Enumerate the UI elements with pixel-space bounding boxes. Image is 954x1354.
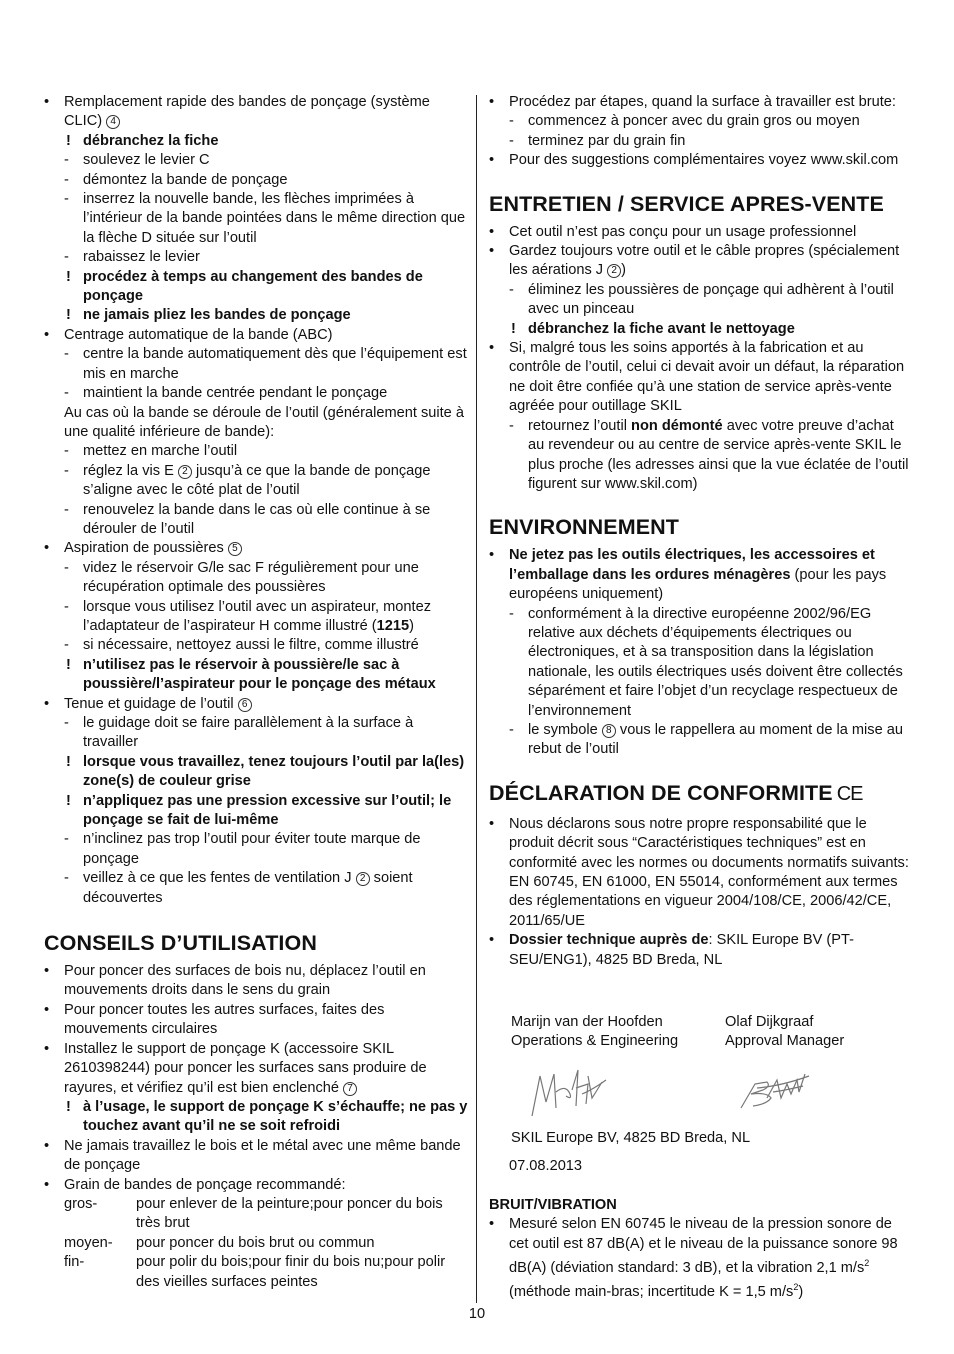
signature-2-image (737, 1068, 813, 1112)
paragraph: Au cas où la bande se déroule de l’outil (généralement suite à une qualité inférieure de bande): (64, 404, 464, 440)
grain-use: pour enlever de la peinture;pour poncer du bois très brut (136, 1195, 443, 1232)
list-item: • Pour des suggestions complémentaires voyez www.skil.com (489, 151, 914, 170)
warning-item: ! n’appliquez pas une pression excessive sur l’outil; le ponçage se fait de lui-même (44, 792, 468, 831)
signatory-role: Approval Manager (725, 1033, 845, 1050)
grain-row (44, 1195, 468, 1234)
figure-ref: 5 (228, 542, 242, 556)
list-item: • Procédez par étapes, quand la surface à travailler est brute: (489, 93, 914, 112)
figure-ref: 2 (607, 264, 621, 278)
figure-ref: 4 (106, 115, 120, 129)
list-item: • Pour poncer toutes les autres surfaces, faites des mouvements circulaires (44, 1001, 468, 1040)
list-item: • Dossier technique auprès de: SKIL Europe BV (PT-SEU/ENG1), 4825 BD Breda, NL (489, 931, 914, 970)
declaration-date: 07.08.2013 (509, 1158, 583, 1174)
signatory-1 (511, 1013, 678, 1052)
sub-item: - rabaissez le levier (44, 248, 468, 267)
ce-mark-icon: CE (836, 782, 863, 805)
left-column (44, 93, 468, 1292)
sub-item: - centre la bande automatiquement dès que l’équipement est mis en marche (44, 345, 468, 384)
grain-type: fin- (64, 1254, 85, 1271)
list-item: • Aspiration de poussières 5 (44, 539, 468, 558)
sub-item: - réglez la vis E 2 jusqu’à ce que la bande de ponçage s’aligne avec le côté plat de l’outil (44, 462, 468, 501)
sub-item: - videz le réservoir G/le sac F régulièrement pour une récupération optimale des poussières (44, 559, 468, 598)
figure-ref: 2 (178, 465, 192, 479)
grain-table (44, 1195, 468, 1292)
sub-item: - conformément à la directive européenne 2002/96/EG relative aux déchets d’équipements électriques ou électroniques, et à sa transposition dans la législation nationale, les outils électriques usés doivent être collectés séparément et faire l’objet d’un recyclage respectueux de l’environnement (489, 605, 914, 721)
list-item: • Si, malgré tous les soins apportés à la fabrication et au contrôle de l’outil, celui ci devait avoir un défaut, la réparation ne doit être confiée qu’à une station de service après-vente agréée pour outillage SKIL (489, 339, 914, 417)
list-item: • Gardez toujours votre outil et le câble propres (spécialement les aérations J 2 ) (489, 242, 914, 281)
sub-item: - soulevez le levier C (44, 151, 468, 170)
column-divider (476, 95, 477, 1303)
figure-ref: 8 (602, 724, 616, 738)
sub-item: - terminez par du grain fin (489, 132, 914, 151)
grain-row (44, 1234, 468, 1253)
sub-item: - le guidage doit se faire parallèlement à la surface à travailler (44, 714, 468, 753)
section-heading-bruit: BRUIT/VIBRATION (489, 1197, 617, 1213)
page-number: 10 (468, 1306, 486, 1322)
right-column (489, 93, 914, 970)
figure-ref: 7 (343, 1082, 357, 1096)
sub-item: - n’inclinez pas trop l’outil pour éviter toute marque de ponçage (44, 830, 468, 869)
section-heading-conseils: CONSEILS D’UTILISATION (44, 931, 317, 956)
sub-item: - veillez à ce que les fentes de ventilation J 2 soient découvertes (44, 869, 468, 908)
list-item: • Cet outil n’est pas conçu pour un usage professionnel (489, 223, 914, 242)
list-item: • Nous déclarons sous notre propre responsabilité que le produit décrit sous “Caractéristiques techniques” est en conformité avec les normes ou documents normatifs suivants: EN 60745, EN 61000, EN 55014, conformément aux termes des réglementations en vigueur 2004/108/CE, 2006/42/CE, 2011/65/UE (489, 815, 914, 931)
grain-type: gros- (64, 1195, 98, 1212)
warning-item: ! procédez à temps au changement des bandes de ponçage (44, 268, 468, 307)
list-item: • Mesuré selon EN 60745 le niveau de la pression sonore de cet outil est 87 dB(A) et le niveau de la puissance sonore 98 dB(A) (déviation standard: 3 dB), et la vibration 2,1 $m/s^2$ (méthode main-bras; incertitude K = 1,5 $m/s^2$) (489, 1215, 914, 1302)
list-item: • Installez le support de ponçage K (accessoire SKIL 2610398244) pour poncer les surfaces sans produire de rayures, et vérifiez qu’il est bien enclenché 7 (44, 1040, 468, 1098)
list-item: • Pour poncer des surfaces de bois nu, déplacez l’outil en mouvements droits dans le sens du grain (44, 962, 468, 1001)
warning-item: ! débranchez la fiche (44, 132, 468, 151)
sub-item: - lorsque vous utilisez l’outil avec un aspirateur, montez l’adaptateur de l’aspirateur H comme illustré (1215) (44, 598, 468, 637)
list-item: • Ne jamais travaillez le bois et le métal avec une même bande de ponçage (44, 1137, 468, 1176)
grain-use: pour poncer du bois brut ou commun (136, 1234, 375, 1251)
company-address: SKIL Europe BV, 4825 BD Breda, NL (511, 1130, 751, 1146)
list-item: • Grain de bandes de ponçage recommandé: (44, 1176, 468, 1195)
signatory-role: Operations & Engineering (511, 1033, 679, 1050)
section-heading-entretien: ENTRETIEN / SERVICE APRES-VENTE (489, 191, 884, 216)
sub-item: - démontez la bande de ponçage (44, 171, 468, 190)
signatory-2 (725, 1013, 844, 1052)
sub-item: - renouvelez la bande dans le cas où elle continue à se dérouler de l’outil (44, 501, 468, 540)
grain-type: moyen- (64, 1234, 113, 1251)
sub-item: - inserrez la nouvelle bande, les flèches imprimées à l’intérieur de la bande pointées dans le même direction que la flèche D située sur l’outil (44, 190, 468, 248)
signatory-name: Olaf Dijkgraaf (725, 1014, 814, 1030)
section-heading-declaration: DÉCLARATION DE CONFORMITE CE (489, 780, 863, 805)
warning-item: ! lorsque vous travaillez, tenez toujours l’outil par la(les) zone(s) de couleur grise (44, 753, 468, 792)
bruit-section (489, 1196, 914, 1303)
list-item: • Ne jetez pas les outils électriques, les accessoires et l’emballage dans les ordures ménagères (pour les pays européens uniquement) (489, 546, 914, 604)
warning-item: ! n’utilisez pas le réservoir à poussière/le sac à poussière/l’aspirateur pour le ponçage des métaux (44, 656, 468, 695)
sub-item: - retournez l’outil non démonté avec votre preuve d’achat au revendeur ou au centre de service après-vente SKIL le plus proche (les adresses ainsi que la vue éclatée de l’outil figurent sur www.skil.com) (489, 417, 914, 495)
warning-item: ! à l’usage, le support de ponçage K s’échauffe; ne pas y touchez avant qu’il ne se soit refroidi (44, 1098, 468, 1137)
sub-item: - éliminez les poussières de ponçage qui adhèrent à l’outil avec un pinceau (489, 281, 914, 320)
figure-ref: 6 (238, 698, 252, 712)
list-item: • Centrage automatique de la bande (ABC) (44, 326, 468, 345)
signature-1-image (526, 1062, 610, 1122)
list-item: • Remplacement rapide des bandes de ponçage (système CLIC) 4 (44, 93, 468, 132)
grain-use: pour polir du bois;pour finir du bois nu;pour polir des vieilles surfaces peintes (136, 1254, 446, 1290)
sub-item: - commencez à poncer avec du grain gros ou moyen (489, 112, 914, 131)
signatory-name: Marijn van der Hoofden (511, 1014, 663, 1030)
section-heading-environnement: ENVIRONNEMENT (489, 515, 680, 540)
sub-item: - maintient la bande centrée pendant le ponçage (44, 384, 468, 403)
figure-ref: 2 (356, 872, 370, 886)
sub-item: - le symbole 8 vous le rappellera au moment de la mise au rebut de l’outil (489, 721, 914, 760)
grain-row (44, 1253, 468, 1292)
warning-item: ! débranchez la fiche avant le nettoyage (489, 320, 914, 339)
list-item: • Tenue et guidage de l’outil 6 (44, 695, 468, 714)
sub-item: - si nécessaire, nettoyez aussi le filtre, comme illustré (44, 636, 468, 655)
warning-item: ! ne jamais pliez les bandes de ponçage (44, 306, 468, 325)
sub-item: - mettez en marche l’outil (44, 442, 468, 461)
